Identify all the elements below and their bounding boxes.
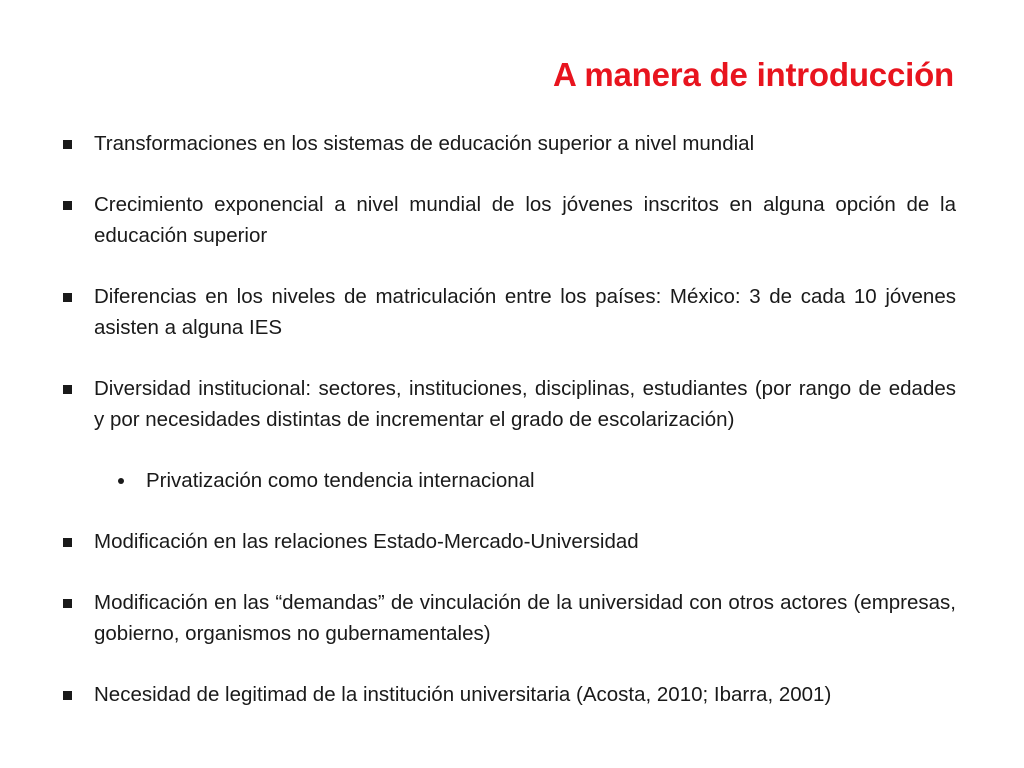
square-bullet-icon <box>63 691 72 700</box>
list-item <box>62 128 956 159</box>
spacer <box>62 496 956 526</box>
list-item <box>62 679 956 710</box>
spacer <box>62 159 956 189</box>
square-bullet-icon <box>63 385 72 394</box>
square-bullet-icon <box>63 201 72 210</box>
spacer <box>62 557 956 587</box>
slide-title: A manera de introducción <box>552 56 954 93</box>
list-item <box>62 189 956 251</box>
square-bullet-icon <box>63 599 72 608</box>
list-item <box>62 281 956 343</box>
sub-list-item <box>62 465 956 496</box>
square-bullet-icon <box>63 293 72 302</box>
spacer <box>62 251 956 281</box>
list-item-text: Modificación en las relaciones Estado-Mercado-Universidad <box>94 530 639 553</box>
list-item <box>62 526 956 557</box>
list-item-text: Diferencias en los niveles de matriculación entre los países: México: 3 de cada 10 jóvenes asisten a alguna IES <box>94 285 956 339</box>
list-item <box>62 373 956 435</box>
spacer <box>62 435 956 465</box>
list-item-text: Crecimiento exponencial a nivel mundial de los jóvenes inscritos en alguna opción de la educación superior <box>94 193 956 247</box>
square-bullet-icon <box>63 140 72 149</box>
list-item-text: Modificación en las “demandas” de vinculación de la universidad con otros actores (empresas, gobierno, organismos no gubernamentales) <box>94 591 956 645</box>
list-item <box>62 587 956 649</box>
list-item-text: Diversidad institucional: sectores, instituciones, disciplinas, estudiantes (por rango de edades y por necesidades distintas de incrementar el grado de escolarización) <box>94 377 956 431</box>
list-item-text: Transformaciones en los sistemas de educación superior a nivel mundial <box>94 132 755 155</box>
spacer <box>62 343 956 373</box>
spacer <box>62 649 956 679</box>
list-item-text: Privatización como tendencia internacional <box>146 469 535 492</box>
round-bullet-icon <box>118 478 124 484</box>
bullet-list <box>62 128 956 710</box>
list-item-text: Necesidad de legitimad de la institución universitaria (Acosta, 2010; Ibarra, 2001) <box>94 683 832 706</box>
square-bullet-icon <box>63 538 72 547</box>
